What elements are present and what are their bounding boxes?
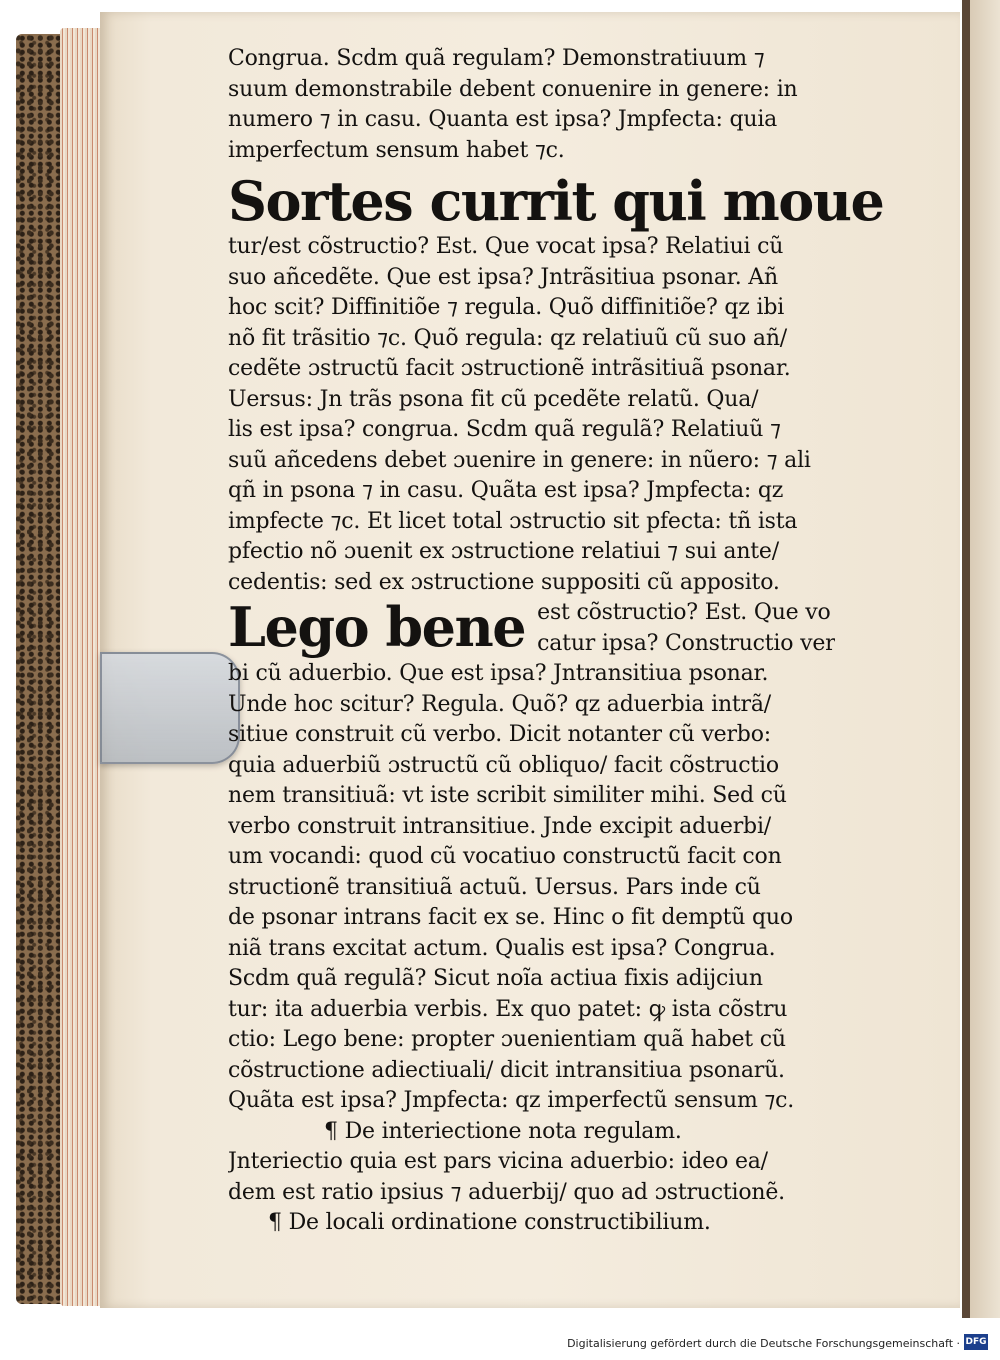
text-line: nem transitiuã: vt iste scribit similiter mihi. Sed cũ: [228, 783, 787, 808]
heading-sortes: Sortes currit qui moue: [228, 169, 884, 233]
rubric-interiectione: ¶ De interiectione nota regulam.: [324, 1118, 682, 1144]
text-line: lis est ipsa? congrua. Scdm quã regulã? Relatiuũ ⁊: [228, 417, 781, 442]
rubric-locali: ¶ De locali ordinatione constructibilium.: [268, 1210, 711, 1235]
page-clip: [100, 652, 240, 764]
text-line: numero ⁊ in casu. Quanta est ipsa? Jmpfecta: quia: [228, 107, 778, 132]
text-line: cedentis: sed ex ɔstructione suppositi cũ apposito.: [228, 569, 780, 595]
heading-side-text: [537, 598, 835, 659]
text-line: quia aduerbiũ ɔstructũ cũ obliquo/ facit cõstructio: [228, 752, 779, 778]
text-line: tur: ita aduerbia verbis. Ex quo patet: ꝙ ista cõstru: [228, 996, 788, 1022]
text-line: niã trans excitat actum. Qualis est ipsa? Congrua.: [228, 935, 776, 961]
text-line: dem est ratio ipsius ⁊ aduerbij/ quo ad ɔstructionẽ.: [228, 1179, 785, 1205]
text-line: Scdm quã regulã? Sicut noĩa actiua fixis adijciun: [228, 966, 763, 991]
text-line: tur/est cõstructio? Est. Que vocat ipsa? Relatiui cũ: [228, 234, 784, 259]
text-line: um vocandi: quod cũ vocatiuo constructũ facit con: [228, 844, 782, 869]
text-block-bottom: [228, 659, 840, 1117]
page-edges: [60, 28, 104, 1306]
text-line: est cõstructio? Est. Que vo: [537, 600, 831, 625]
text-line: impfecte ⁊c. Et licet total ɔstructio sit pfecta: tñ ista: [228, 508, 798, 534]
text-line: Congrua. Scdm quã regulam? Demonstratiuum ⁊: [228, 46, 765, 71]
text-line: hoc scit? Diffinitiõe ⁊ regula. Quõ diffinitiõe? qz ibi: [228, 295, 785, 320]
book-cover-right: [962, 0, 1000, 1318]
text-line: suum demonstrabile debent conuenire in genere: in: [228, 76, 798, 102]
text-line: Uersus: Jn trãs psona fit cũ pcedẽte relatũ. Qua/: [228, 386, 759, 412]
funding-credit: Digitalisierung gefördert durch die Deutsche Forschungsgemeinschaft ·: [567, 1337, 960, 1350]
dfg-logo: DFG: [964, 1334, 988, 1350]
text-block-mid: [228, 232, 840, 598]
text-line: Unde hoc scitur? Regula. Quõ? qz aduerbia intrã/: [228, 691, 771, 717]
text-line: sitiue construit cũ verbo. Dicit notanter cũ verbo:: [228, 722, 771, 747]
text-line: suũ añcedens debet ɔuenire in genere: in nũero: ⁊ ali: [228, 447, 811, 473]
text-line: verbo construit intransitiue. Jnde excipit aduerbi/: [228, 813, 771, 839]
text-line: cedẽte ɔstructũ facit ɔstructionẽ intrãsitiuã psonar.: [228, 356, 791, 381]
text-line: suo añcedẽte. Que est ipsa? Jntrãsitiua psonar. Añ: [228, 264, 778, 290]
text-line: bi cũ aduerbio. Que est ipsa? Jntransitiua psonar.: [228, 661, 769, 686]
text-line: structionẽ transitiuã actuũ. Uersus. Pars inde cũ: [228, 874, 761, 900]
page-text: [228, 44, 884, 1239]
text-line: ctio: Lego bene: propter ɔuenientiam quã habet cũ: [228, 1027, 786, 1052]
text-line: qñ in psona ⁊ in casu. Quãta est ipsa? Jmpfecta: qz: [228, 478, 784, 503]
heading-lego-row: [228, 595, 840, 659]
text-line: nõ fit trãsitio ⁊c. Quõ regula: qz relatiuũ cũ suo añ/: [228, 325, 788, 351]
text-line: Quãta est ipsa? Jmpfecta: qz imperfectũ sensum ⁊c.: [228, 1088, 795, 1113]
text-line: de psonar intrans facit ex se. Hinc o fit demptũ quo: [228, 905, 793, 930]
text-line: pfectio nõ ɔuenit ex ɔstructione relatiui ⁊ sui ante/: [228, 539, 779, 564]
text-block-top: [228, 44, 840, 166]
text-line: Jnteriectio quia est pars vicina aduerbio: ideo ea/: [228, 1149, 768, 1174]
text-line: cõstructione adiectiuali/ dicit intransitiua psonarũ.: [228, 1057, 785, 1083]
heading-lego: Lego bene: [228, 595, 526, 659]
text-line: imperfectum sensum habet ⁊c.: [228, 137, 565, 163]
text-line: catur ipsa? Constructio ver: [537, 630, 836, 656]
